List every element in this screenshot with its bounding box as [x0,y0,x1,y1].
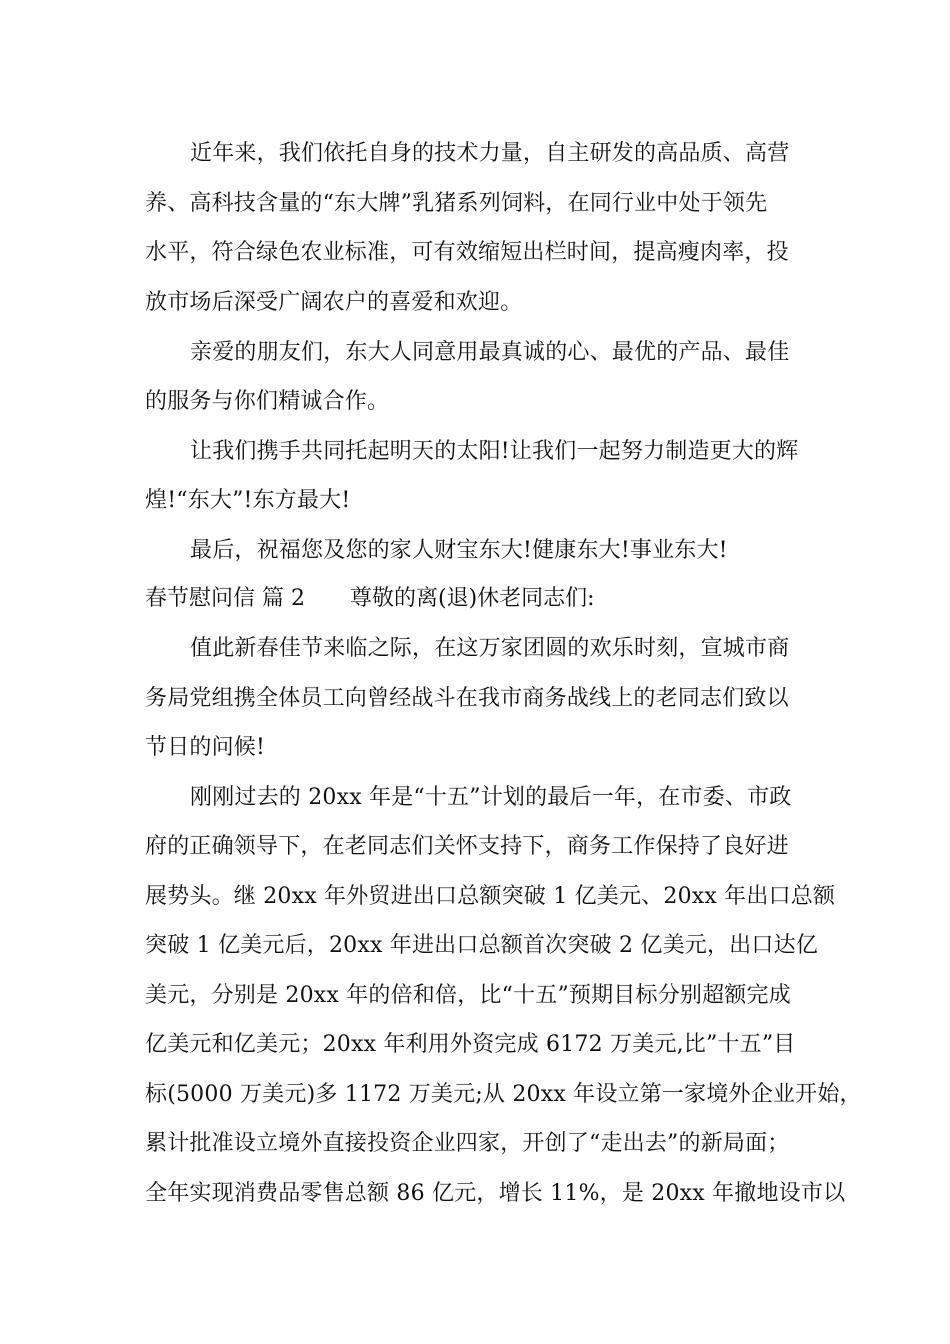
paragraph-5-line-3: 节日的问候! [145,735,266,760]
section-heading-row [145,586,835,612]
paragraph-5-line-2: 务局党组携全体员工向曾经战斗在我市商务战线上的老同志们致以 [145,686,789,711]
paragraph-2-line-2: 的服务与你们精诚合作。 [145,389,390,414]
paragraph-1-line-1: 近年来，我们依托自身的技术力量，自主研发的高品质、高营 [190,141,790,166]
paragraph-1-line-2: 养、高科技含量的“东大牌”乳猪系列饲料，在同行业中处于领先 [145,191,768,216]
paragraph-6-line-1: 刚刚过去的 20xx 年是“十五”计划的最后一年，在市委、市政 [190,785,792,810]
paragraph-6-line-6: 亿美元和亿美元；20xx 年利用外资完成 6172 万美元,比”十五”目 [145,1032,796,1057]
paragraph-3-line-1: 让我们携手共同托起明天的太阳!让我们一起努力制造更大的辉 [190,439,799,464]
paragraph-2-line-1: 亲爱的朋友们，东大人同意用最真诚的心、最优的产品、最佳 [190,340,790,365]
paragraph-4-line-1: 最后，祝福您及您的家人财宝东大!健康东大!事业东大! [190,538,728,563]
paragraph-3-line-2: 煌!“东大”!东方最大! [145,488,351,513]
paragraph-6-line-9: 全年实现消费品零售总额 86 亿元，增长 11%，是 20xx 年撤地设市以 [145,1181,846,1206]
paragraph-6-line-3: 展势头。继 20xx 年外贸进出口总额突破 1 亿美元、20xx 年出口总额 [145,884,836,909]
paragraph-6-line-5: 美元，分别是 20xx 年的倍和倍，比“十五”预期目标分别超额完成 [145,983,791,1008]
paragraph-6-line-4: 突破 1 亿美元后，20xx 年进出口总额首次突破 2 亿美元，出口达亿 [145,933,818,958]
paragraph-1-line-3: 水平，符合绿色农业标准，可有效缩短出栏时间，提高瘦肉率，投 [145,240,789,265]
paragraph-6-line-8: 累计批准设立境外直接投资企业四家，开创了“走出去”的新局面； [145,1131,790,1156]
paragraph-6-line-7: 标(5000 万美元)多 1172 万美元;从 20xx 年设立第一家境外企业开始， [145,1082,862,1107]
paragraph-6-line-2: 府的正确领导下，在老同志们关怀支持下，商务工作保持了良好进 [145,834,789,859]
paragraph-5-line-1: 值此新春佳节来临之际，在这万家团圆的欢乐时刻，宣城市商 [190,636,790,661]
section-title: 春节慰问信 篇 2 [145,586,305,611]
paragraph-1-line-4: 放市场后深受广阔农户的喜爱和欢迎。 [145,290,523,315]
salutation: 尊敬的离(退)休老同志们: [350,586,595,611]
